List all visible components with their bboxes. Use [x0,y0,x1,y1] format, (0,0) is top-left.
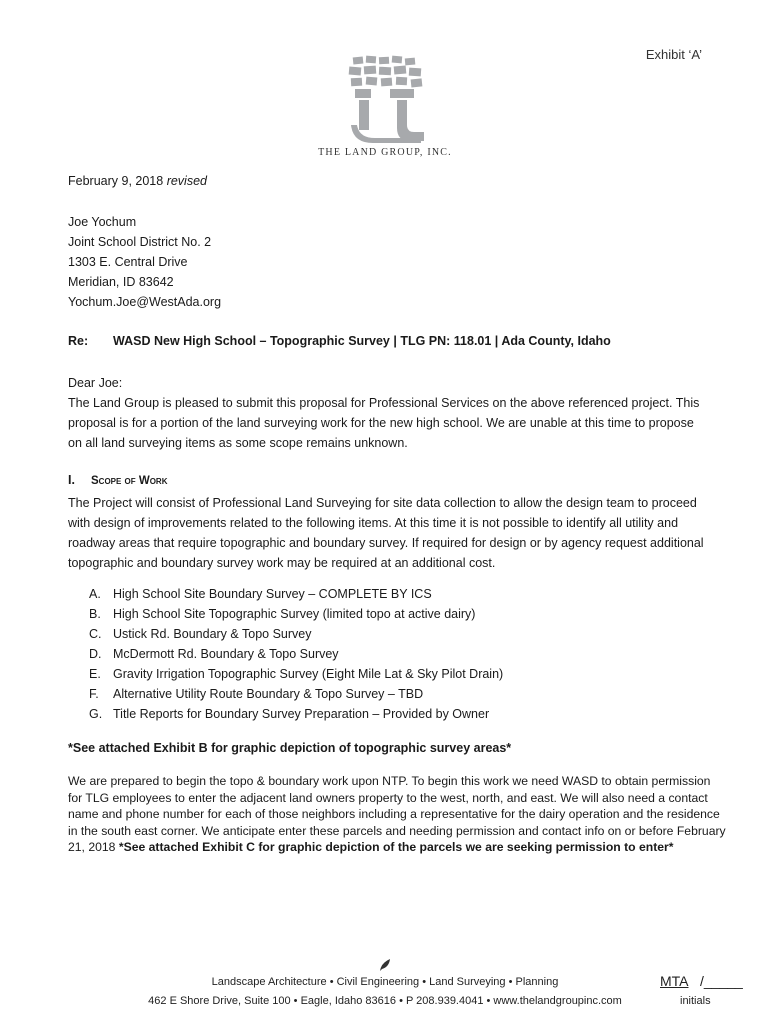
recipient-street: 1303 E. Central Drive [68,255,188,269]
closing-text: We are prepared to begin the topo & boundary work upon NTP. To begin this work we need WASD to obtain permission for TLG employees to enter the adjacent land owners property to the west, north, and east. We will also need a contact name and phone number for each of those neighbors including a representative for the dairy operation and the residence in the south east corner. We anticipate enter these parcels and needing permission and contact info on or before February 21, 2018 [68,774,726,854]
section-number: I. [68,473,75,487]
subject-label: Re: [68,334,89,348]
exhibit-c-note: *See attached Exhibit C for graphic depiction of the parcels we are seeking permission to enter* [118,840,674,854]
list-item [89,584,503,604]
initials-label: initials [680,995,711,1007]
list-letter: F. [89,687,99,701]
date-note: revised [166,174,207,188]
subject-line [68,334,611,348]
section-title: Scope of Work [91,475,168,487]
recipient-email: Yochum.Joe@WestAda.org [68,295,222,309]
list-item [89,664,503,684]
leaf-icon [378,958,392,972]
recipient-city: Meridian, ID 83642 [68,275,174,289]
initials-value: MTA [660,973,689,989]
recipient-block [68,212,221,312]
date-text: February 9, 2018 [68,174,164,188]
list-item [89,604,503,624]
exhibit-label: Exhibit ‘A’ [645,47,702,62]
list-text: Ustick Rd. Boundary & Topo Survey [113,627,312,641]
list-letter: D. [89,647,102,661]
section-heading [68,473,167,487]
list-text: Alternative Utility Route Boundary & Topo Survey – TBD [113,687,424,701]
list-text: Gravity Irrigation Topographic Survey (Eight Mile Lat & Sky Pilot Drain) [113,667,504,681]
company-name: THE LAND GROUP, INC. [318,147,452,158]
company-logo [345,55,431,147]
scope-list [89,584,503,724]
recipient-name: Joe Yochum [68,215,137,229]
initials-blank: /_____ [700,973,743,989]
list-item [89,624,503,644]
footer-address: 462 E Shore Drive, Suite 100 • Eagle, Idaho 83616 • P 208.939.4041 • www.thelandgroupinc.com [148,995,622,1007]
intro-paragraph: The Land Group is pleased to submit this proposal for Professional Services on the above referenced project. This proposal is for a portion of the land surveying work for the new high school. We are unable at this time to propose on all land surveying items as some scope remains unknown. [68,396,700,450]
closing-paragraph [68,773,728,856]
recipient-org: Joint School District No. 2 [68,235,212,249]
list-item [89,704,503,724]
list-text: Title Reports for Boundary Survey Preparation – Provided by Owner [113,707,490,721]
exhibit-b-note: *See attached Exhibit B for graphic depiction of topographic survey areas* [68,741,512,755]
footer-services: Landscape Architecture • Civil Engineering • Land Surveying • Planning [211,976,559,988]
list-text: High School Site Topographic Survey (limited topo at active dairy) [113,607,476,621]
list-letter: G. [89,707,103,721]
list-text: High School Site Boundary Survey – COMPLETE BY ICS [113,587,432,601]
list-letter: E. [89,667,101,681]
salutation: Dear Joe: [68,376,123,390]
list-letter: C. [89,627,102,641]
list-item [89,644,503,664]
subject-text: WASD New High School – Topographic Survey | TLG PN: 118.01 | Ada County, Idaho [113,334,611,348]
list-item [89,684,503,704]
list-text: McDermott Rd. Boundary & Topo Survey [113,647,339,661]
list-letter: A. [89,587,101,601]
letter-date [68,174,207,188]
scope-paragraph: The Project will consist of Professional Land Surveying for site data collection to allow the design team to proceed with design of improvements related to the following items. At this time it is not possible to identify all utility and roadway areas that require topographic and boundary survey. If required for design or by agency request additional topographic and boundary survey work may be required at an additional cost. [68,496,704,570]
list-letter: B. [89,607,101,621]
